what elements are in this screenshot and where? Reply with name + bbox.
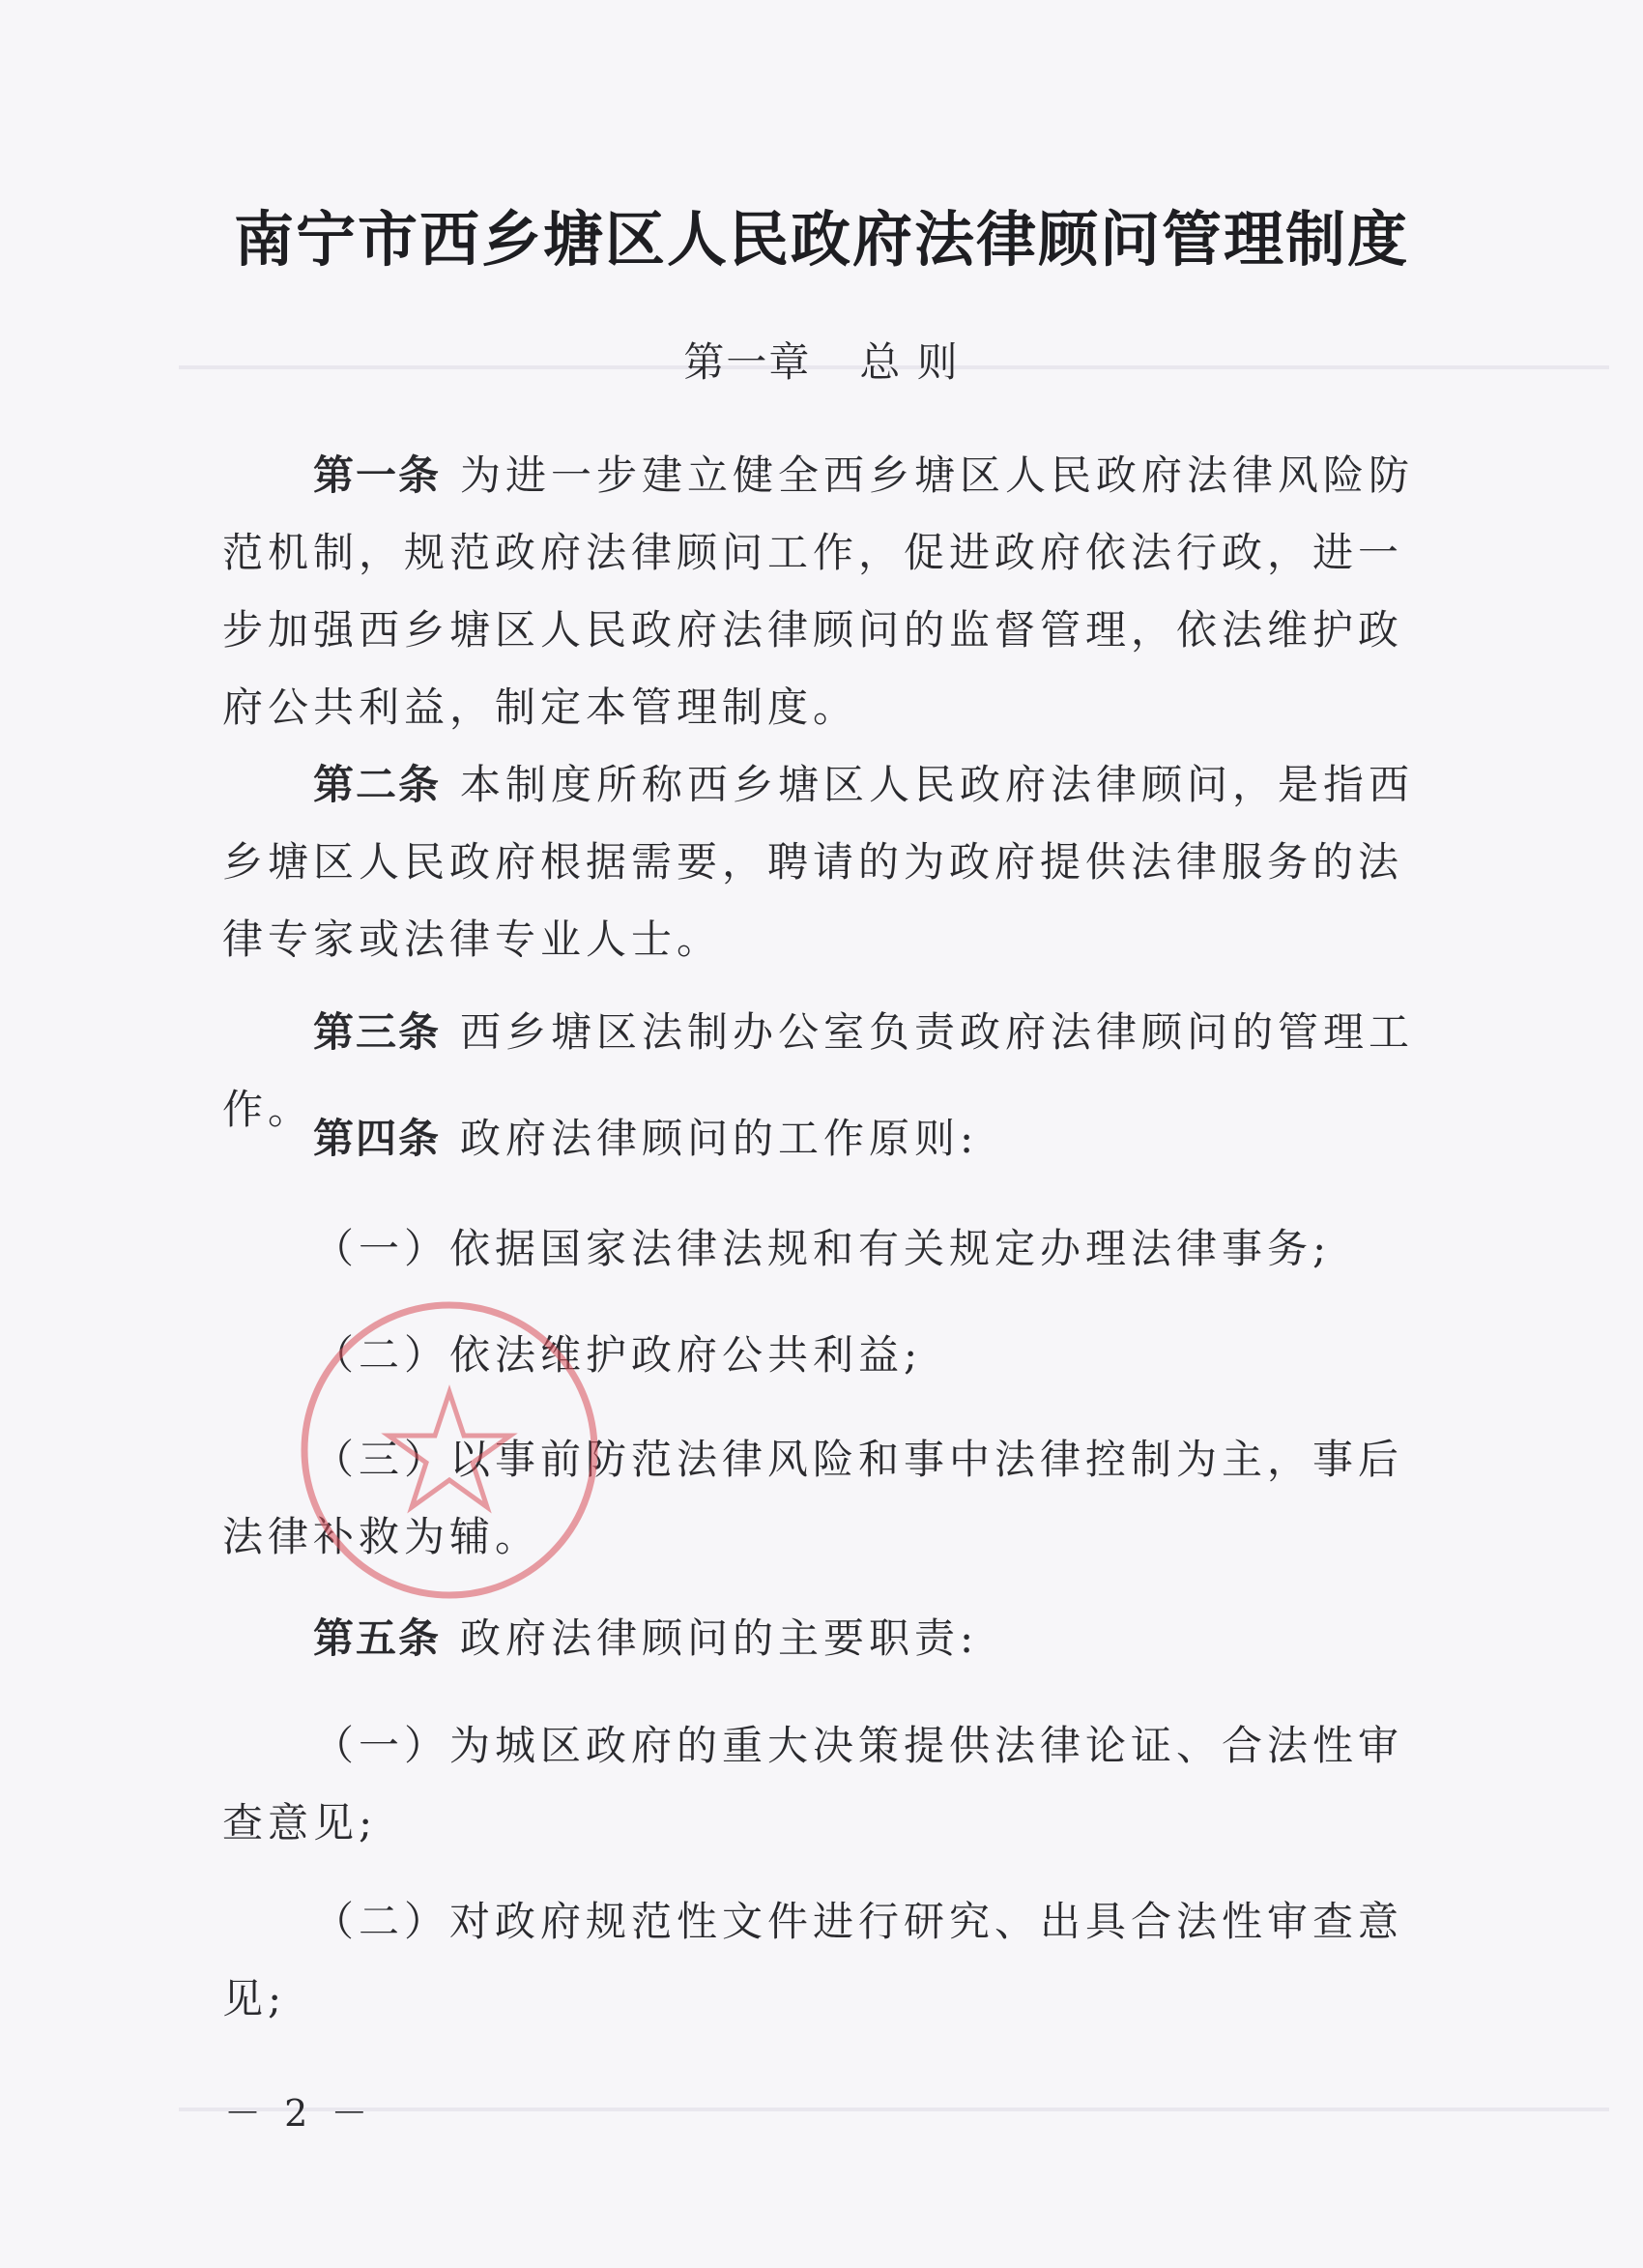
article-5	[222, 1600, 1440, 1677]
bleed-through-line	[179, 2108, 1609, 2111]
document-title: 南宁市西乡塘区人民政府法律顾问管理制度	[233, 204, 1409, 275]
chapter-number: 第一章	[683, 338, 812, 386]
article-4-item-2: （二）依法维护政府公共利益;	[313, 1331, 923, 1379]
article-1	[222, 437, 1440, 746]
article-label: 第四条	[313, 1115, 442, 1162]
article-text: 西乡塘区法制办公室负责政府法律顾问的管理工作。	[222, 1008, 1415, 1133]
article-label: 第三条	[313, 1008, 442, 1056]
article-text: 政府法律顾问的工作原则:	[460, 1115, 979, 1162]
article-4	[222, 1100, 1440, 1178]
chapter-name: 总 则	[859, 338, 960, 386]
official-seal	[290, 1291, 609, 1610]
article-label: 第一条	[313, 451, 442, 499]
article-label: 第二条	[313, 761, 442, 808]
article-label: 第五条	[313, 1614, 442, 1662]
article-text: 为进一步建立健全西乡塘区人民政府法律风险防范机制，规范政府法律顾问工作，促进政府依法行政，进一步加强西乡塘区人民政府法律顾问的监督管理，依法维护政府公共利益，制定本管理制度。	[222, 451, 1415, 731]
chapter-heading	[0, 331, 1643, 389]
article-4-item-1: （一）依据国家法律法规和有关规定办理法律事务;	[313, 1225, 1332, 1272]
page-number: － 2 －	[224, 2092, 374, 2135]
article-2	[222, 746, 1440, 978]
article-5-item-1: （一）为城区政府的重大决策提供法律论证、合法性审查意见;	[222, 1722, 1404, 1846]
article-text: 政府法律顾问的主要职责:	[460, 1614, 979, 1662]
article-text: 本制度所称西乡塘区人民政府法律顾问，是指西乡塘区人民政府根据需要，聘请的为政府提供法律服务的法律专家或法律专业人士。	[222, 761, 1415, 963]
article-4-item-3: （三）以事前防范法律风险和事中法律控制为主，事后法律补救为辅。	[222, 1436, 1404, 1560]
article-5-item-2: （二）对政府规范性文件进行研究、出具合法性审查意见;	[222, 1898, 1404, 2022]
